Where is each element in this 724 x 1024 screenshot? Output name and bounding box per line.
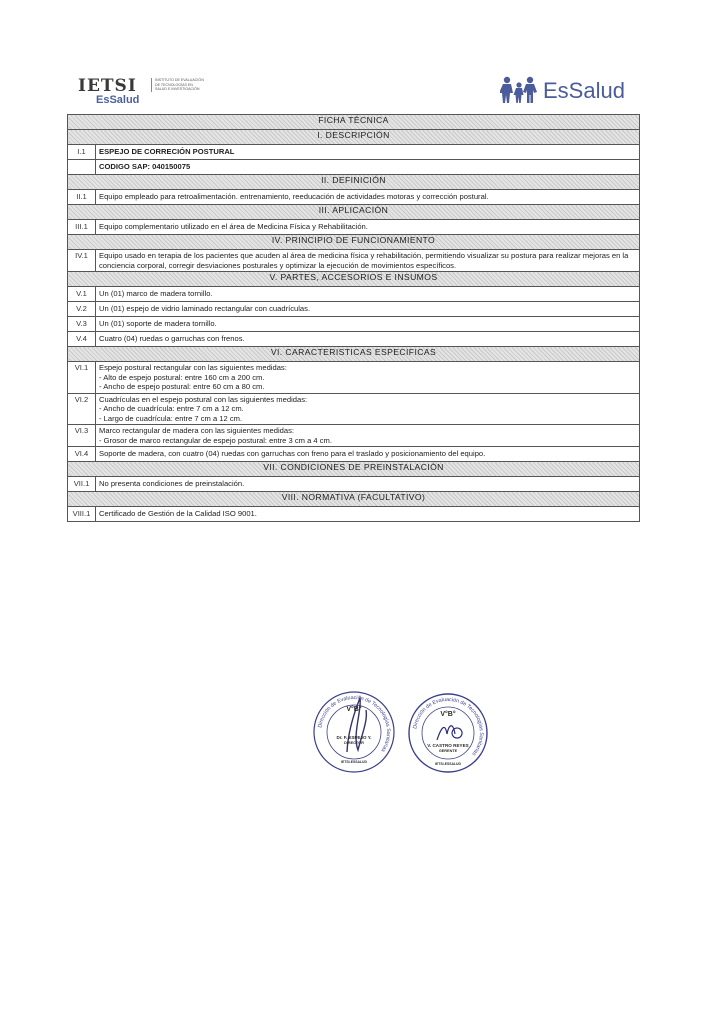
table-row — [68, 250, 640, 272]
section-heading-row — [68, 492, 640, 507]
section-heading-row — [68, 347, 640, 362]
ficha-tecnica-table — [67, 114, 640, 522]
section-heading: VII. CONDICIONES DE PREINSTALACIÓN — [68, 462, 640, 477]
section-heading-row — [68, 235, 640, 250]
item-number: VII.1 — [68, 477, 96, 492]
item-text: Un (01) marco de madera tornillo. — [96, 287, 640, 302]
ficha-title-row — [68, 115, 640, 130]
table-row — [68, 393, 640, 425]
item-number: VI.1 — [68, 362, 96, 394]
section-heading: I. DESCRIPCIÓN — [68, 130, 640, 145]
seal-right-bottom: IETSI-ESSALUD — [435, 762, 461, 766]
section-heading: IV. PRINCIPIO DE FUNCIONAMIENTO — [68, 235, 640, 250]
table-row — [68, 145, 640, 160]
item-text: Cuadrículas en el espejo postural con las siguientes medidas: - Ancho de cuadrícula: entre 7 cm a 12 cm. - Largo de cuadrícula: entre 7 cm a 12 cm. — [96, 393, 640, 425]
item-number: VIII.1 — [68, 507, 96, 522]
ficha-body — [68, 115, 640, 522]
section-heading: III. APLICACIÓN — [68, 205, 640, 220]
item-text: Cuatro (04) ruedas o garruchas con frenos. — [96, 332, 640, 347]
item-text: No presenta condiciones de preinstalación. — [96, 477, 640, 492]
item-text: Un (01) espejo de vidrio laminado rectangular con cuadrículas. — [96, 302, 640, 317]
item-text: Marco rectangular de madera con las siguientes medidas: - Grosor de marco rectangular de espejo postural: entre 3 cm a 4 cm. — [96, 425, 640, 447]
seal-right-name: V. CASTRO REYES — [427, 743, 469, 748]
table-row — [68, 425, 640, 447]
section-heading: VI. CARACTERISTICAS ESPECIFICAS — [68, 347, 640, 362]
item-text: ESPEJO DE CORRECIÓN POSTURAL — [96, 145, 640, 160]
table-row — [68, 477, 640, 492]
essalud-logo — [500, 74, 640, 108]
seal-left-bottom: IETSI-ESSALUD — [341, 760, 367, 764]
section-heading-row — [68, 462, 640, 477]
family-icon — [500, 76, 542, 104]
ietsi-description: INSTITUTO DE EVALUACIÓN DE TECNOLOGÍAS EN SALUD E INVESTIGACIÓN — [151, 78, 205, 92]
item-text: Equipo complementario utilizado en el área de Medicina Física y Rehabilitación. — [96, 220, 640, 235]
item-number: IV.1 — [68, 250, 96, 272]
seal-right — [407, 692, 489, 774]
item-text: Equipo empleado para retroalimentación. entrenamiento, reeducación de actividades motoras y corrección postural. — [96, 190, 640, 205]
seal-left-role: DIRECTOR — [344, 741, 364, 745]
ietsi-logo — [78, 76, 204, 110]
item-number: V.1 — [68, 287, 96, 302]
section-heading-row — [68, 272, 640, 287]
item-text: Un (01) soporte de madera tornillo. — [96, 317, 640, 332]
item-text: Soporte de madera, con cuatro (04) ruedas con garruchas con freno para el traslado y posicionamiento del equipo. — [96, 447, 640, 462]
item-number — [68, 160, 96, 175]
section-heading-row — [68, 205, 640, 220]
table-row — [68, 160, 640, 175]
seal-left — [312, 690, 396, 774]
item-number: I.1 — [68, 145, 96, 160]
item-number: V.3 — [68, 317, 96, 332]
table-row — [68, 190, 640, 205]
ietsi-acronym: IETSI — [78, 76, 137, 96]
item-text: Espejo postural rectangular con las siguientes medidas: - Alto de espejo postural: entre 160 cm a 200 cm. - Ancho de espejo postural: entre 60 cm a 80 cm. — [96, 362, 640, 394]
table-row — [68, 447, 640, 462]
item-number: VI.4 — [68, 447, 96, 462]
section-heading: V. PARTES, ACCESORIOS E INSUMOS — [68, 272, 640, 287]
table-row — [68, 362, 640, 394]
section-heading-row — [68, 175, 640, 190]
table-row — [68, 332, 640, 347]
table-row — [68, 302, 640, 317]
seal-left-name: Dr. F. ESPEJO Y. — [336, 735, 372, 740]
item-number: VI.2 — [68, 393, 96, 425]
table-row — [68, 317, 640, 332]
seal-right-ring-text: Dirección de Evaluación de Tecnologías Sanitarias — [412, 696, 485, 757]
item-text: Equipo usado en terapia de los pacientes que acuden al área de medicina física y rehabilitación, permitiendo visualizar su postura para realizar mejoras en la conciencia corporal, corregir desviaciones posturales y optimizar la ejecución de movimientos específicos. — [96, 250, 640, 272]
item-text: CODIGO SAP: 040150075 — [96, 160, 640, 175]
item-number: III.1 — [68, 220, 96, 235]
table-row — [68, 507, 640, 522]
item-number: V.2 — [68, 302, 96, 317]
seal-right-vb: V°B° — [440, 711, 456, 718]
seal-right-role: GERENTE — [438, 749, 458, 753]
ietsi-org: EsSalud — [96, 94, 140, 106]
item-number: V.4 — [68, 332, 96, 347]
seal-left-ring-text: Dirección de Evaluación de Tecnologías Sanitarias — [317, 694, 392, 753]
seal-left-vb: V°B° — [346, 706, 362, 713]
section-heading: VIII. NORMATIVA (FACULTATIVO) — [68, 492, 640, 507]
table-row — [68, 287, 640, 302]
item-text: Certificado de Gestión de la Calidad ISO 9001. — [96, 507, 640, 522]
section-heading-row — [68, 130, 640, 145]
essalud-wordmark: EsSalud — [543, 78, 625, 103]
ficha-title: FICHA TÉCNICA — [68, 115, 640, 130]
item-number: II.1 — [68, 190, 96, 205]
section-heading: II. DEFINICIÓN — [68, 175, 640, 190]
table-row — [68, 220, 640, 235]
item-number: VI.3 — [68, 425, 96, 447]
